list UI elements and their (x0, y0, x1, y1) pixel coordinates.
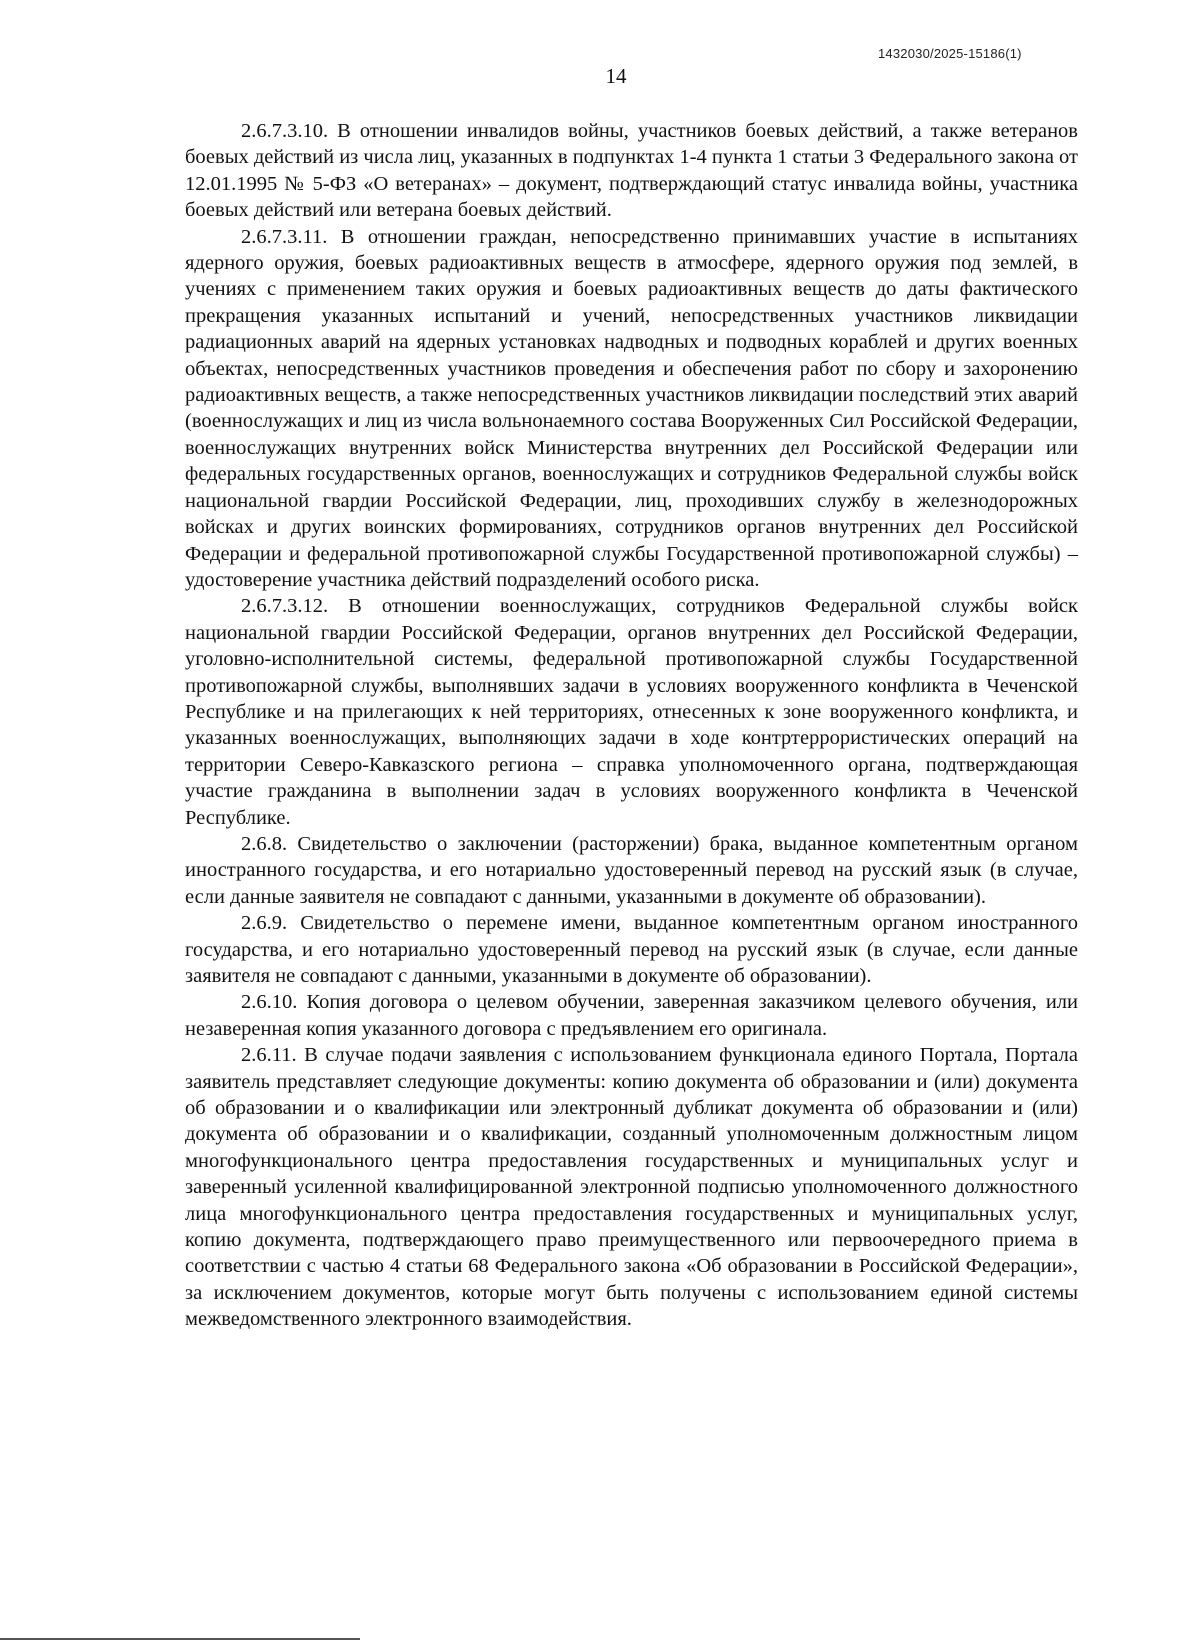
paragraph-2-6-7-3-12: 2.6.7.3.12. В отношении военнослужащих, сотрудников Федеральной службы войск национальной гвардии Российской Федерации, органов внутренних дел Российской Федерации, уголовно-исполнительной системы, федеральной противопожарной службы Государственной противопожарной службы, выполнявших задачи в условиях вооруженного конфликта в Чеченской Республике и на прилегающих к ней территориях, отнесенных к зоне вооруженного конфликта, и указанных военнослужащих, выполняющих задачи в ходе контртеррористических операций на территории Северо-Кавказского региона – справка уполномоченного органа, подтверждающая участие гражданина в выполнении задач в условиях вооруженного конфликта в Чеченской Республике. (185, 595, 1078, 829)
document-registration-number: 1432030/2025-15186(1) (878, 46, 1022, 61)
document-body (185, 118, 1078, 1333)
paragraph-2-6-11: 2.6.11. В случае подачи заявления с использованием функционала единого Портала, Портала заявитель представляет следующие документы: копию документа об образовании и (или) документа об образовании и о квалификации или электронный дубликат документа об образовании и (или) документа об образовании и о квалификации, созданный уполномоченным должностным лицом многофункционального центра предоставления государственных и муниципальных услуг и заверенный усиленной квалифицированной электронной подписью уполномоченного должностного лица многофункционального центра предоставления государственных и муниципальных услуг, копию документа, подтверждающего право преимущественного или первоочередного приема в соответствии с частью 4 статьи 68 Федерального закона «Об образовании в Российской Федерации», за исключением документов, которые могут быть получены с использованием единой системы межведомственного электронного взаимодействия. (185, 1044, 1078, 1331)
paragraph-2-6-9: 2.6.9. Свидетельство о перемене имени, выданное компетентным органом иностранного государства, и его нотариально удостоверенный перевод на русский язык (в случае, если данные заявителя не совпадают с данными, указанными в документе об образовании). (185, 912, 1078, 987)
paragraph-2-6-7-3-10: 2.6.7.3.10. В отношении инвалидов войны, участников боевых действий, а также ветеранов боевых действий из числа лиц, указанных в подпунктах 1-4 пункта 1 статьи 3 Федерального закона от 12.01.1995 № 5-ФЗ «О ветеранах» – документ, подтверждающий статус инвалида войны, участника боевых действий или ветерана боевых действий. (185, 120, 1078, 222)
paragraph-2-6-10: 2.6.10. Копия договора о целевом обучении, заверенная заказчиком целевого обучения, или незаверенная копия указанного договора с предъявлением его оригинала. (185, 991, 1078, 1040)
scan-edge-rule (0, 1638, 360, 1640)
paragraph-2-6-7-3-11: 2.6.7.3.11. В отношении граждан, непосредственно принимавших участие в испытаниях ядерного оружия, боевых радиоактивных веществ в атмосфере, ядерного оружия под землей, в учениях с применением таких оружия и боевых радиоактивных веществ до даты фактического прекращения указанных испытаний и учений, непосредственных участников ликвидации радиационных аварий на ядерных установках надводных и подводных кораблей и других военных объектах, непосредственных участников проведения и обеспечения работ по сбору и захоронению радиоактивных веществ, а также непосредственных участников ликвидации последствий этих аварий (военнослужащих и лиц из числа вольнонаемного состава Вооруженных Сил Российской Федерации, военнослужащих внутренних войск Министерства внутренних дел Российской Федерации или федеральных государственных органов, военнослужащих и сотрудников Федеральной службы войск национальной гвардии Российской Федерации, лиц, проходивших службу в железнодорожных войсках и других воинских формированиях, сотрудников органов внутренних дел Российской Федерации и федеральной противопожарной службы Государственной противопожарной службы) – удостоверение участника действий подразделений особого риска. (185, 225, 1078, 591)
page-number: 14 (605, 64, 627, 88)
paragraph-2-6-8: 2.6.8. Свидетельство о заключении (расторжении) брака, выданное компетентным органом иностранного государства, и его нотариально удостоверенный перевод на русский язык (в случае, если данные заявителя не совпадают с данными, указанными в документе об образовании). (185, 832, 1078, 908)
